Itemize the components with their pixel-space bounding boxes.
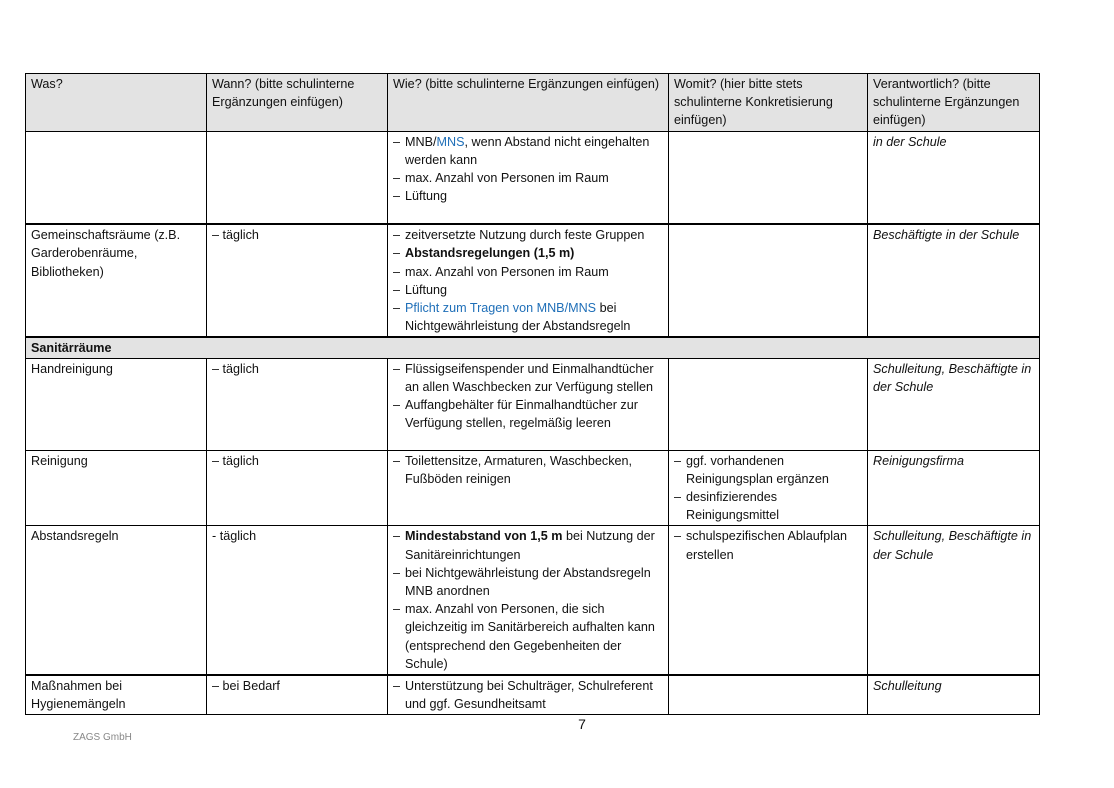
table-row: [26, 131, 1040, 224]
item-text: Toilettensitze, Armaturen, Waschbecken, Fußböden reinigen: [405, 453, 633, 486]
table-row: [26, 675, 1040, 715]
measure-list: [393, 133, 663, 206]
header-womit: Womit? (hier bitte stets schulinterne Konkretisierung einfügen): [669, 74, 868, 132]
cell-verantwortlich: Schulleitung: [868, 675, 1040, 715]
cell-verantwortlich: Beschäftigte in der Schule: [868, 224, 1040, 337]
cell-verantwortlich: Schulleitung, Beschäftigte in der Schule: [868, 358, 1040, 450]
cell-was: Gemeinschaftsräume (z.B. Garderobenräume, Bibliotheken): [26, 224, 207, 337]
item-text: max. Anzahl von Personen im Raum: [405, 264, 609, 279]
list-item: [393, 527, 663, 563]
resource-list: [674, 527, 862, 563]
item-text: Lüftung: [405, 189, 448, 204]
header-wie: Wie? (bitte schulinterne Ergänzungen einfügen): [388, 74, 669, 132]
item-highlight: MNS: [436, 134, 465, 149]
cell-wie: [388, 675, 669, 715]
item-text: desinfizierendes Reinigungsmittel: [686, 489, 780, 523]
table-row: [26, 526, 1040, 675]
section-row: [26, 337, 1040, 358]
table-row: [26, 450, 1040, 526]
measure-list: [393, 527, 663, 673]
measure-list: [393, 677, 663, 713]
cell-wann: [207, 131, 388, 224]
section-title: Sanitärräume: [26, 337, 1040, 358]
cell-wie: [388, 450, 669, 526]
list-item: [674, 527, 862, 563]
list-item: [393, 244, 663, 262]
item-text: Lüftung: [405, 282, 448, 297]
cell-wie: [388, 131, 669, 224]
item-text: bei Nichtgewährleistung der Abstandsregeln: [405, 300, 631, 334]
list-item: [393, 226, 663, 244]
header-verantwortlich: Verantwortlich? (bitte schulinterne Ergänzungen einfügen): [868, 74, 1040, 132]
list-item: [393, 281, 663, 299]
measure-list: [393, 452, 663, 488]
item-text: Auffangbehälter für Einmalhandtücher zur Verfügung stellen, regelmäßig leeren: [405, 397, 638, 431]
item-text: MNB/: [405, 134, 437, 149]
cell-verantwortlich: Reinigungsfirma: [868, 450, 1040, 526]
list-item: [393, 299, 663, 335]
cell-womit: [669, 526, 868, 675]
item-text: bei Nichtgewährleistung der Abstandsregeln MNB anordnen: [405, 565, 651, 598]
header-was: Was?: [26, 74, 207, 132]
cell-wann: – täglich: [207, 224, 388, 337]
measure-list: [393, 226, 663, 335]
list-item: [674, 452, 862, 488]
list-item: [393, 187, 663, 205]
cell-womit: [669, 450, 868, 526]
list-item: [393, 564, 663, 600]
cell-womit: [669, 131, 868, 224]
cell-was: [26, 131, 207, 224]
cell-wann: – täglich: [207, 358, 388, 450]
page-number: 7: [578, 716, 586, 732]
cell-wie: [388, 224, 669, 337]
item-text: Unterstützung bei Schulträger, Schulreferent und ggf. Gesundheitsamt: [405, 678, 653, 712]
list-item: [393, 360, 663, 396]
item-text: ggf. vorhandenen Reinigungsplan ergänzen: [686, 453, 829, 486]
list-item: [393, 133, 663, 169]
list-item: [393, 600, 663, 673]
cell-was: Reinigung: [26, 450, 207, 526]
header-wann: Wann? (bitte schulinterne Ergänzungen einfügen): [207, 74, 388, 132]
item-text: , wenn Abstand nicht eingehalten werden kann: [405, 134, 650, 167]
item-text: bei Nutzung der Sanitäreinrichtungen: [405, 529, 655, 562]
cell-wann: – bei Bedarf: [207, 675, 388, 715]
item-text: zeitversetzte Nutzung durch feste Gruppen: [405, 228, 645, 243]
list-item: [393, 263, 663, 281]
cell-wie: [388, 358, 669, 450]
list-item: [674, 488, 862, 524]
item-text: Flüssigseifenspender und Einmalhandtücher an allen Waschbecken zur Verfügung stellen: [405, 361, 654, 394]
item-text: max. Anzahl von Personen im Raum: [405, 171, 609, 186]
cell-verantwortlich: Schulleitung, Beschäftigte in der Schule: [868, 526, 1040, 675]
cell-wann: - täglich: [207, 526, 388, 675]
measure-list: [393, 360, 663, 433]
cell-womit: [669, 675, 868, 715]
cell-was: Abstandsregeln: [26, 526, 207, 675]
list-item: [393, 677, 663, 713]
table-row: [26, 224, 1040, 337]
cell-verantwortlich: in der Schule: [868, 131, 1040, 224]
item-emphasis: Abstandsregelungen (1,5 m): [405, 246, 575, 261]
item-text: max. Anzahl von Personen, die sich gleichzeitig im Sanitärbereich aufhalten kann (entsprechend den Gegebenheiten der Schule): [405, 602, 655, 671]
footer-company: ZAGS GmbH: [73, 732, 132, 743]
cell-womit: [669, 358, 868, 450]
cell-womit: [669, 224, 868, 337]
cell-wann: – täglich: [207, 450, 388, 526]
cell-was: Handreinigung: [26, 358, 207, 450]
item-text: schulspezifischen Ablaufplan erstellen: [686, 529, 848, 562]
list-item: [393, 396, 663, 432]
cell-wie: [388, 526, 669, 675]
table-row: [26, 358, 1040, 450]
resource-list: [674, 452, 862, 525]
list-item: [393, 169, 663, 187]
hygiene-plan-table: [25, 73, 1040, 715]
item-emphasis: Mindestabstand von 1,5 m: [405, 529, 563, 544]
item-highlight: Pflicht zum Tragen von MNB/MNS: [405, 300, 597, 315]
table-header-row: [26, 74, 1040, 132]
list-item: [393, 452, 663, 488]
cell-was: Maßnahmen bei Hygienemängeln: [26, 675, 207, 715]
